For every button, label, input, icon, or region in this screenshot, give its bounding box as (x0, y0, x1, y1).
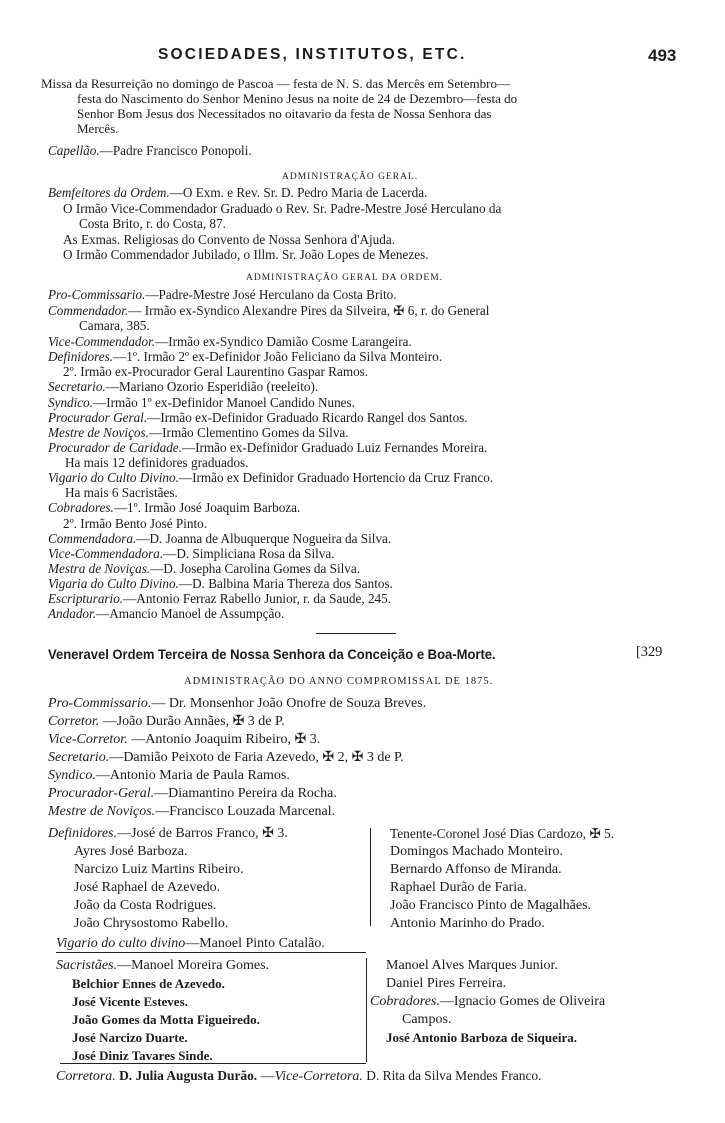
sacristao-name: José Diniz Tavares Sinde. (72, 1048, 213, 1063)
bemfeitores-line (48, 185, 427, 200)
admin-ordem-heading: ADMINISTRAÇÃO GERAL DA ORDEM. (246, 273, 444, 283)
vice-corretora-value: D. Rita da Silva Mendes Franco. (362, 1068, 542, 1083)
cobradores-line: Cobradores.—Ignacio Gomes de Oliveira (370, 994, 606, 1009)
entry-line: 2º. Irmão ex-Procurador Geral Laurentino Gaspar Ramos. (63, 364, 369, 379)
definidor-name: Ayres José Barboza. (74, 844, 188, 859)
entry-line: Vice-Corretor. —Antonio Joaquim Ribeiro, ✠ 3. (48, 732, 321, 747)
entry-line: Ha mais 6 Sacristães. (65, 485, 178, 500)
entry-line: Vice-Commendadora.—D. Simpliciana Rosa da Silva. (48, 546, 335, 561)
entry-line: Procurador Geral.—Irmão ex-Definidor Graduado Ricardo Rangel dos Santos. (48, 410, 468, 425)
entry-line: Vice-Commendador.—Irmão ex-Syndico Damião Cosme Larangeira. (48, 334, 412, 349)
sacristao-name: José Vicente Esteves. (72, 994, 188, 1009)
definidor-name: José Raphael de Azevedo. (74, 880, 221, 895)
entry-line: 2º. Irmão Bento José Pinto. (63, 516, 208, 531)
sacristao-name: Belchior Ennes de Azevedo. (72, 976, 225, 991)
entry-line: Vigario do Culto Divino.—Irmão ex Definidor Graduado Hortencio da Cruz Franco. (48, 470, 494, 485)
order-title: Veneravel Ordem Terceira de Nossa Senhora da Conceição e Boa-Morte. (48, 646, 496, 662)
vigario-value: —Manoel Pinto Catalão. (185, 936, 325, 951)
bemfeitores-label: Bemfeitores da Ordem. (48, 185, 170, 200)
sacristaes-line: Sacristães.—Manoel Moreira Gomes. (56, 958, 270, 973)
entry-line: Vigaria do Culto Divino.—D. Balbina Maria Thereza dos Santos. (48, 576, 393, 591)
entry-line: Corretor. —João Durão Annães, ✠ 3 de P. (48, 714, 285, 729)
definidor-name: Antonio Marinho do Prado. (390, 916, 545, 931)
capellao-value: —Padre Francisco Ponopoli. (99, 143, 252, 158)
vice-corretora-label: Vice-Corretora. (274, 1069, 363, 1084)
entry-line: Secretario.—Mariano Ozorio Esperidião (reeleito). (48, 379, 319, 394)
entry-line: Commendador.— Irmão ex-Syndico Alexandre Pires da Silveira, ✠ 6, r. do General (48, 303, 490, 318)
sacristaes-underline (60, 1063, 366, 1064)
entry-line: Procurador de Caridade.—Irmão ex-Definidor Graduado Luiz Fernandes Moreira. (48, 440, 488, 455)
admin-geral-heading: ADMINISTRAÇÃO GERAL. (282, 172, 419, 182)
jubilado-line: O Irmão Commendador Jubilado, o Illm. Sr. João Lopes de Menezes. (63, 247, 429, 262)
corretoras-line: Corretora. D. Julia Augusta Durão. —Vice-Corretora. D. Rita da Silva Mendes Franco. (56, 1068, 542, 1084)
masses-line: Missa da Resurreição no domingo de Pascoa — festa de N. S. das Mercês em Setembro— (41, 76, 510, 91)
entry-line: Mestra de Noviças.—D. Josepha Carolina Gomes da Silva. (48, 561, 361, 576)
cobrador-name: José Antonio Barboza de Siqueira. (386, 1030, 578, 1045)
cobradores-label: Cobradores. (370, 994, 440, 1009)
entry-line: Escripturario.—Antonio Ferraz Rabello Junior, r. da Saude, 245. (48, 591, 392, 606)
page-number: 493 (648, 46, 677, 65)
entry-line: Secretario.—Damião Peixoto de Faria Azevedo, ✠ 2, ✠ 3 de P. (48, 750, 404, 765)
definidores-line: Definidores.—José de Barros Franco, ✠ 3. (48, 826, 288, 841)
entry-line: Syndico.—Antonio Maria de Paula Ramos. (48, 768, 290, 783)
column-divider (370, 828, 371, 926)
definidor-name: Bernardo Affonso de Miranda. (390, 862, 562, 877)
cobrador-cont: Campos. (402, 1012, 452, 1027)
column-divider (366, 958, 367, 1062)
entry-line: Commendadora.—D. Joanna de Albuquerque Nogueira da Silva. (48, 531, 392, 546)
vigario-line (56, 936, 325, 951)
definidor-name: Tenente-Coronel José Dias Cardozo, ✠ 5. (390, 826, 615, 841)
sacristao-name: Daniel Pires Ferreira. (386, 976, 507, 991)
definidor-name: Narcizo Luiz Martins Ribeiro. (74, 862, 244, 877)
entry-line: Procurador-Geral.—Diamantino Pereira da Rocha. (48, 786, 337, 801)
definidor-name: Raphael Durão de Faria. (390, 880, 527, 895)
header-title: SOCIEDADES, INSTITUTOS, ETC. (158, 46, 467, 63)
entry-line: Andador.—Amancio Manoel de Assumpção. (48, 606, 285, 621)
entry-line: Mestre de Noviços.—Francisco Louzada Marcenal. (48, 804, 336, 819)
admin-1875-heading: ADMINISTRAÇÃO DO ANNO COMPROMISSAL DE 1875. (184, 676, 494, 687)
sacristao-name: José Narcizo Duarte. (72, 1030, 188, 1045)
vice-line: Costa Brito, r. do Costa, 87. (79, 216, 226, 231)
masses-line: festa do Nascimento do Senhor Menino Jesus na noite de 24 de Dezembro—festa do (77, 91, 518, 106)
entry-line: Camara, 385. (79, 318, 150, 333)
vigario-underline (56, 952, 366, 953)
entry-line: Cobradores.—1º. Irmão José Joaquim Barboza. (48, 500, 301, 515)
entry-line: Syndico.—Irmão 1º ex-Definidor Manoel Candido Nunes. (48, 395, 355, 410)
entry-line: Pro-Commissario.—Padre-Mestre José Herculano da Costa Brito. (48, 287, 397, 302)
capellao-line (48, 143, 252, 158)
sacristao-name: João Gomes da Motta Figueiredo. (72, 1012, 260, 1027)
entry-line: Definidores.—1º. Irmão 2º ex-Definidor João Feliciano da Silva Monteiro. (48, 349, 443, 364)
masses-line: Mercês. (77, 121, 119, 136)
masses-line: Senhor Bom Jesus dos Necessitados no oitavario da festa de Nossa Senhora das (77, 106, 492, 121)
order-number: [329 (636, 644, 663, 660)
section-divider (316, 633, 396, 634)
definidor-name: João Francisco Pinto de Magalhães. (390, 898, 592, 913)
corretora-label: Corretora. (56, 1069, 116, 1084)
sacristao-name: Manoel Alves Marques Junior. (386, 958, 558, 973)
entry-line: Mestre de Noviços.—Irmão Clementino Gomes da Silva. (48, 425, 349, 440)
definidores-label: Definidores. (48, 826, 118, 841)
bemfeitores-value: —O Exm. e Rev. Sr. D. Pedro Maria de Lacerda. (169, 185, 428, 200)
definidor-name: João da Costa Rodrigues. (74, 898, 217, 913)
capellao-label: Capellão. (48, 143, 100, 158)
entry-line: Pro-Commissario.— Dr. Monsenhor João Onofre de Souza Breves. (48, 696, 427, 711)
religiosas-line: As Exmas. Religiosas do Convento de Nossa Senhora d'Ajuda. (63, 232, 396, 247)
vigario-label: Vigario do culto divino (56, 936, 186, 951)
vice-line: O Irmão Vice-Commendador Graduado o Rev. Sr. Padre-Mestre José Herculano da (63, 201, 502, 216)
definidor-name: João Chrysostomo Rabello. (74, 916, 229, 931)
entry-line: Ha mais 12 definidores graduados. (65, 455, 249, 470)
sacristaes-label: Sacristães. (56, 958, 118, 973)
definidor-name: Domingos Machado Monteiro. (390, 844, 564, 859)
corretora-value: D. Julia Augusta Durão. (115, 1068, 258, 1083)
